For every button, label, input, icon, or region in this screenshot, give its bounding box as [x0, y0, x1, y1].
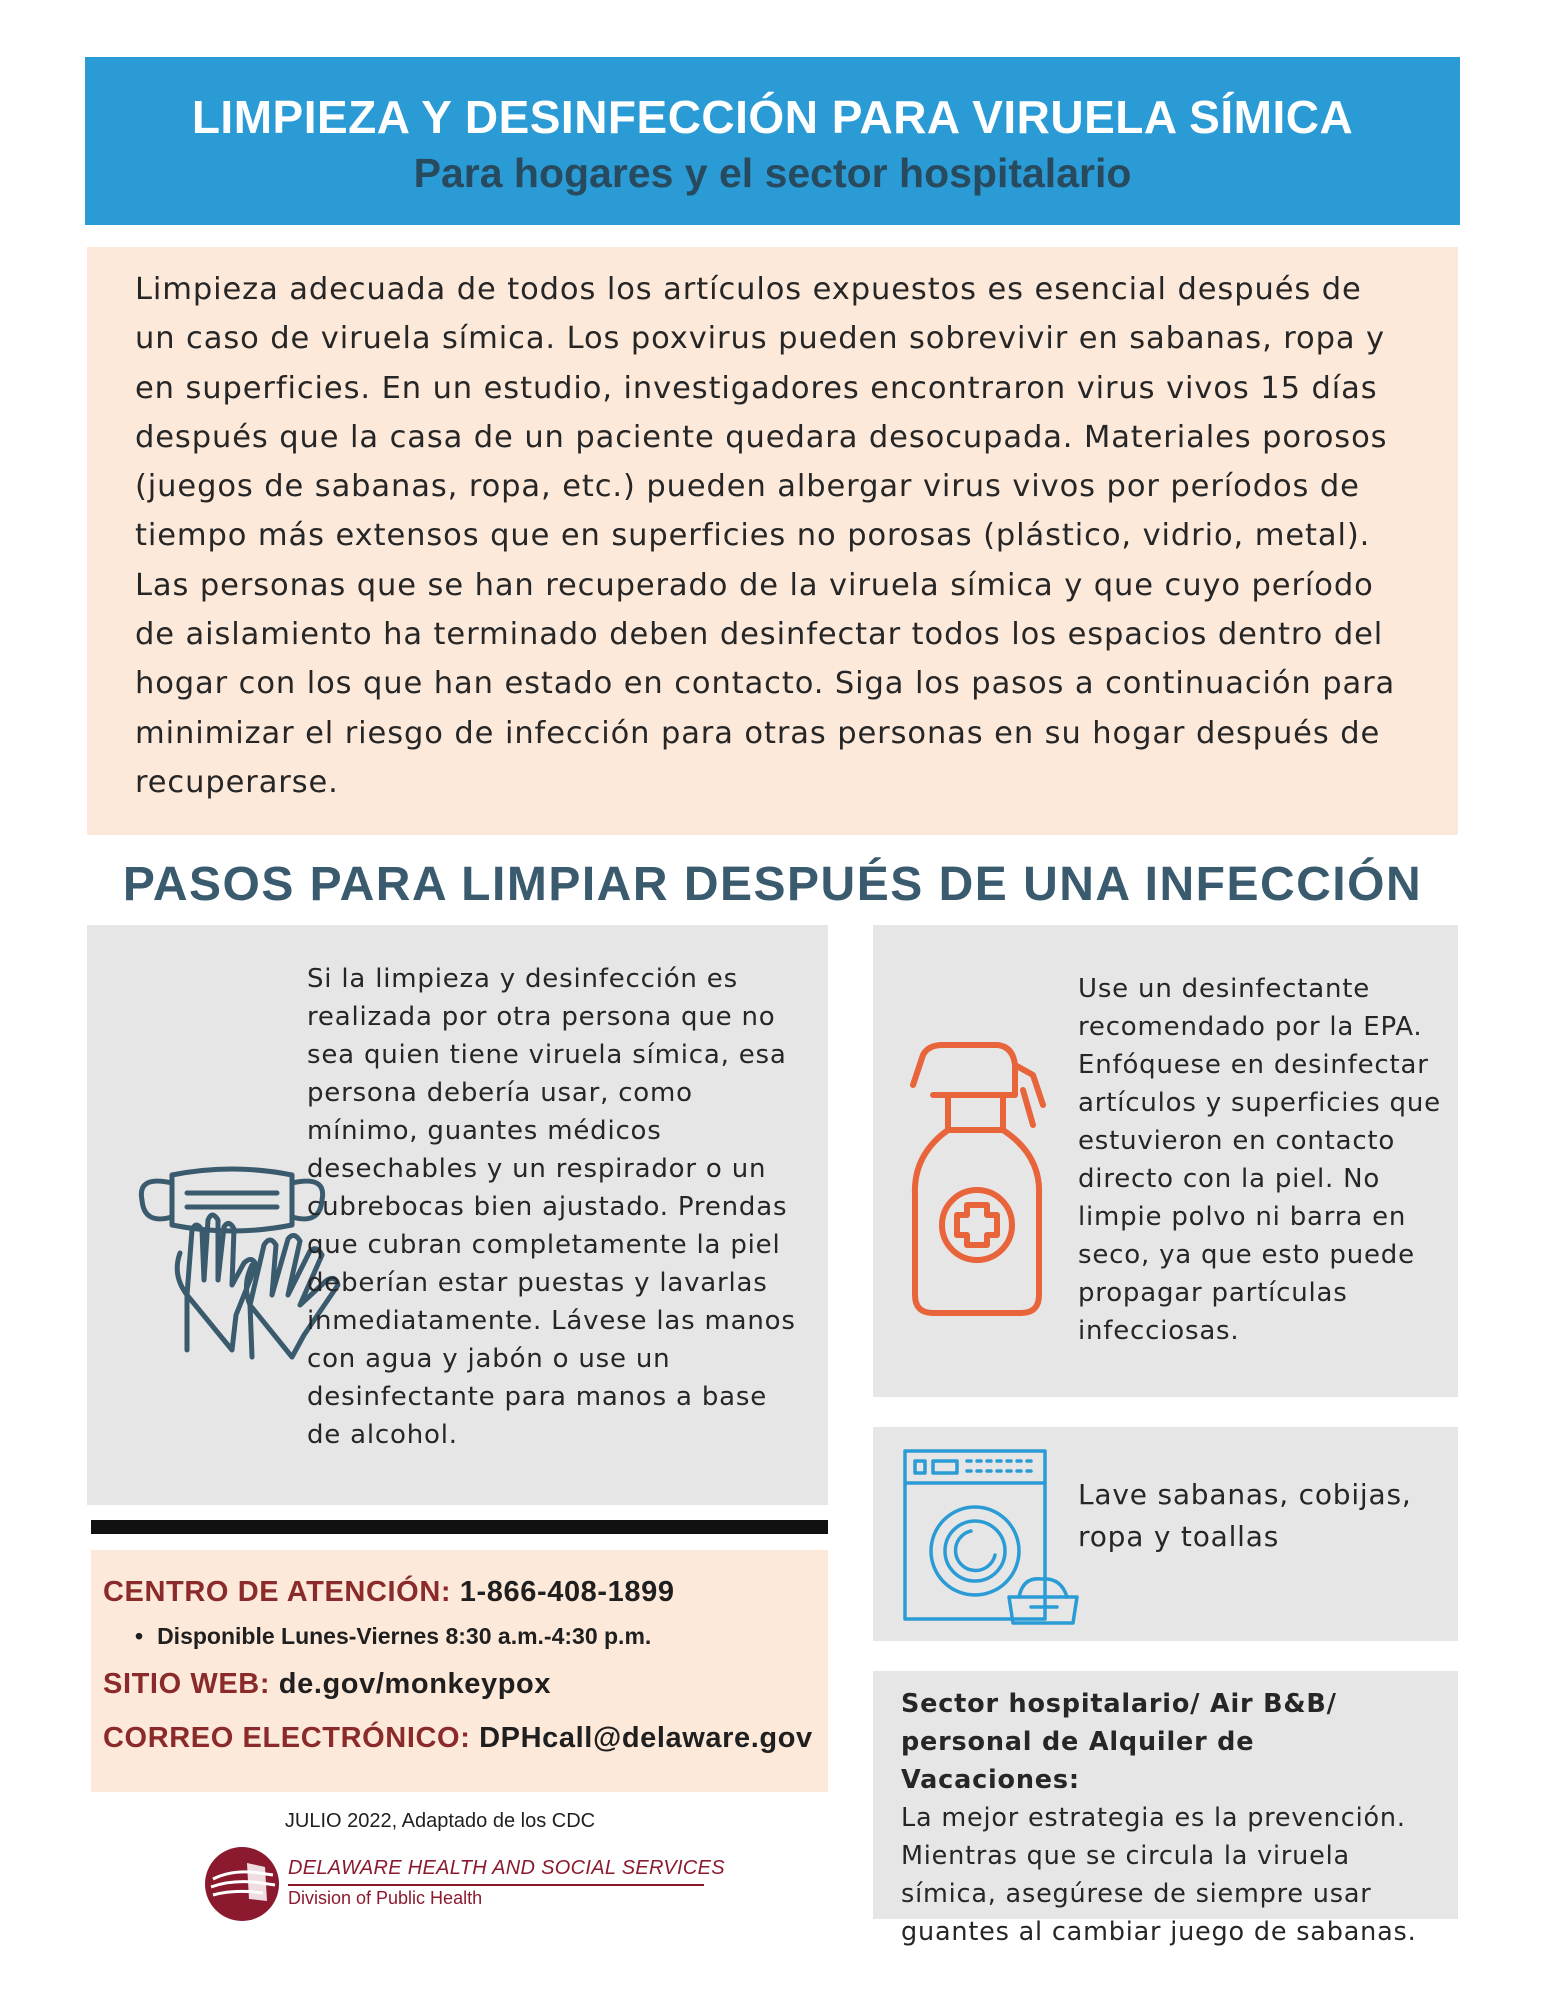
washing-machine-icon [901, 1447, 1081, 1627]
web-label: SITIO WEB: [103, 1668, 271, 1700]
header-banner [85, 57, 1460, 225]
step-ppe-text: Si la limpieza y desinfección es realizada por otra persona que no sea quien tiene viruela símica, esa persona debería usar, como mínimo, guantes médicos desechables y un respirador o un cubrebocas bien ajustado. Prendas que cubran completamente la piel deberían estar puestas y lavarlas inmediatamente. Lávese las manos con agua y jabón o use un desinfectante para manos a base de alcohol. [307, 964, 796, 1450]
section-title: PASOS PARA LIMPIAR DESPUÉS DE UNA INFECCIÓN [122, 858, 1423, 911]
email-link[interactable]: DPHcall@delaware.gov [479, 1722, 813, 1754]
hours-text: • Disponible Lunes-Viernes 8:30 a.m.-4:30 p.m. [103, 1616, 814, 1656]
step-card-disinfectant [873, 925, 1458, 1397]
page-title: LIMPIEZA Y DESINFECCIÓN PARA VIRUELA SÍMICA [191, 91, 1354, 143]
org-division: Division of Public Health [288, 1888, 483, 1908]
page-subtitle: Para hogares y el sector hospitalario [413, 150, 1132, 196]
contact-web-row [103, 1664, 814, 1704]
hospitality-text: La mejor estrategia es la prevención. Mientras que se circula la viruela símica, asegúrese de siempre usar guantes al cambiar juego de sabanas. [901, 1803, 1417, 1947]
intro-paragraph: Limpieza adecuada de todos los artículos expuestos es esencial después de un caso de viruela símica. Los poxvirus pueden sobrevivir en sabanas, ropa y en superficies. En un estudio, investigadores encontraron virus vivos 15 días después que la casa de un paciente quedara desocupada. Materiales porosos (juegos de sabanas, ropa, etc.) pueden albergar virus vivos por períodos de tiempo más extensos que en superficies no porosas (plástico, vidrio, metal). Las personas que se han recuperado de la viruela símica y que cuyo período de aislamiento ha terminado deben desinfectar todos los espacios dentro del hogar con los que han estado en contacto. Siga los pasos a continuación para minimizar el riesgo de infección para otras personas en su hogar después de recuperarse. [87, 247, 1458, 835]
step-card-laundry [873, 1427, 1458, 1641]
center-label: CENTRO DE ATENCIÓN: [103, 1576, 452, 1608]
contact-email-row [103, 1718, 814, 1758]
hospitality-heading: Sector hospitalario/ Air B&B/ personal de Alquiler de Vacaciones: [901, 1689, 1337, 1795]
divider-bar [91, 1520, 828, 1534]
step-card-hospitality [873, 1671, 1458, 1947]
footer-date-note: JULIO 2022, Adaptado de los CDC [284, 1810, 596, 1832]
contact-box [91, 1550, 828, 1792]
contact-center-row [103, 1572, 814, 1612]
website-link[interactable]: de.gov/monkeypox [278, 1668, 552, 1700]
spray-bottle-icon [903, 1035, 1053, 1325]
center-phone-link[interactable]: 1-866-408-1899 [459, 1576, 675, 1608]
step-laundry-text: Lave sabanas, cobijas, ropa y toallas [1078, 1478, 1412, 1553]
org-name: DELAWARE HEALTH AND SOCIAL SERVICES [288, 1857, 725, 1879]
step-disinfectant-text: Use un desinfectante recomendado por la EPA. Enfóquese en desinfectar artículos y superficies que estuvieron en contacto directo con la piel. No limpie polvo ni barra en seco, ya que esto puede propagar partículas infecciosas. [1078, 974, 1441, 1346]
step-card-ppe [87, 925, 828, 1505]
email-label: CORREO ELECTRÓNICO: [103, 1722, 471, 1754]
logo-rule [288, 1884, 704, 1886]
dhss-logo-icon [203, 1845, 281, 1923]
